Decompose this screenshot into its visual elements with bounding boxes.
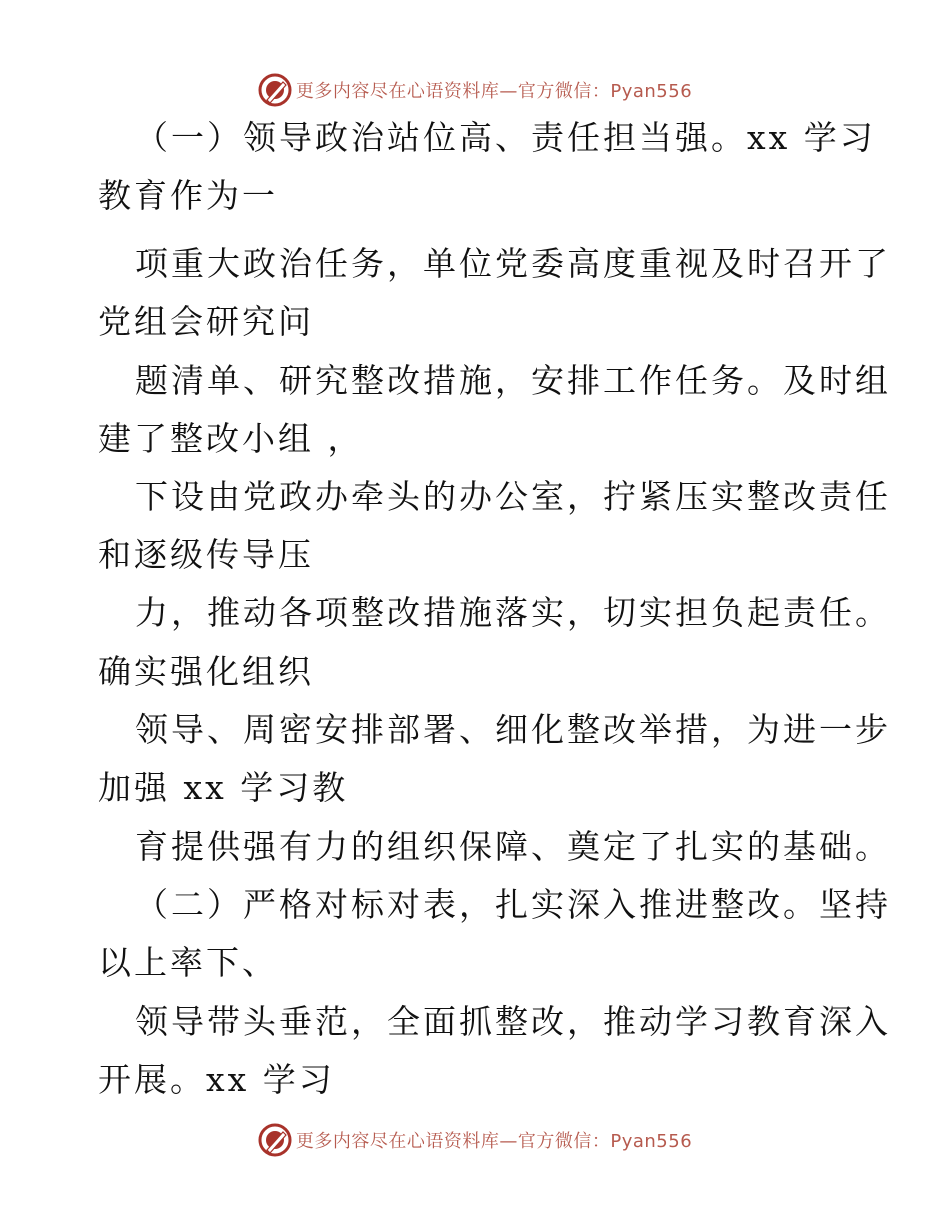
paragraph-line: 和逐级传导压	[98, 535, 314, 574]
paragraph-line: 建了整改小组 ，	[98, 419, 364, 458]
paragraph-line: 力，推动各项整改措施落实，切实担负起责任。	[135, 593, 891, 632]
footer-banner	[0, 1120, 950, 1160]
paragraph-line: 领导、周密安排部署、细化整改举措，为进一步	[135, 710, 891, 749]
paragraph-line: 育提供强有力的组织保障、奠定了扎实的基础。	[135, 827, 891, 866]
paragraph-line: 下设由党政办牵头的办公室，拧紧压实整改责任	[135, 477, 891, 516]
paragraph-line: 确实强化组织	[98, 652, 314, 691]
paragraph-line: 题清单、研究整改措施，安排工作任务。及时组	[135, 361, 891, 400]
paragraph-line: 领导带头垂范，全面抓整改，推动学习教育深入	[135, 1002, 891, 1041]
paragraph-line: 加强 xx 学习教	[98, 768, 349, 807]
paragraph-line: （一）领导政治站位高、责任担当强。xx 学习	[135, 118, 876, 157]
paragraph-line: 以上率下、	[98, 943, 278, 982]
paragraph-line: 党组会研究问	[98, 302, 314, 341]
footer-banner-text: 更多内容尽在心语资料库—官方微信：Pyan556	[295, 1131, 693, 1152]
paragraph-line: （二）严格对标对表，扎实深入推进整改。坚持	[135, 885, 891, 924]
pen-seal-icon	[258, 73, 292, 107]
paragraph-line: 项重大政治任务，单位党委高度重视及时召开了	[135, 244, 891, 283]
header-banner-text: 更多内容尽在心语资料库—官方微信：Pyan556	[295, 81, 693, 102]
header-banner	[0, 70, 950, 110]
paragraph-line: 教育作为一	[98, 176, 278, 215]
paragraph-line: 开展。xx 学习	[98, 1060, 335, 1099]
pen-seal-icon	[258, 1123, 292, 1157]
